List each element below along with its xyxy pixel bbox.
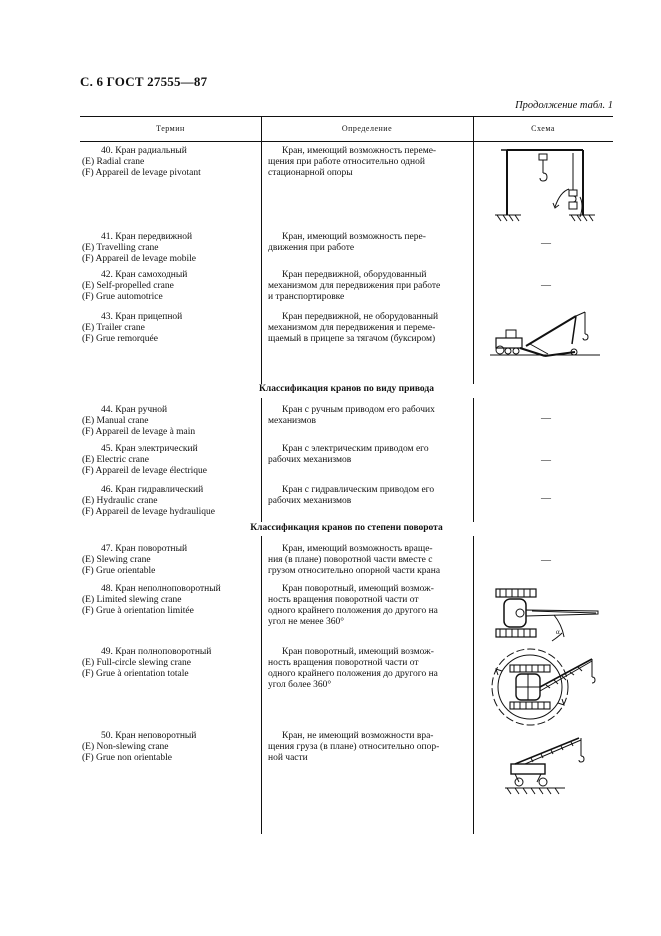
- definition: [268, 647, 468, 691]
- definition-line: механизмов: [268, 416, 316, 426]
- schema-dash: —: [541, 238, 551, 249]
- definition-line: щаемый в прицепе за тягачом (буксиром): [268, 334, 436, 344]
- definition-line: и транспортировке: [268, 292, 345, 302]
- column-divider-1b: [261, 398, 262, 522]
- definition-line: Кран, имеющий возможность пере-: [282, 232, 426, 242]
- schema-dash: —: [541, 493, 551, 504]
- table-row: [82, 312, 182, 345]
- term-ru: 41. Кран передвижной: [101, 232, 193, 242]
- definition-line: одного крайнего положения до другого на: [268, 669, 438, 679]
- term-fr: (F) Grue automotrice: [82, 292, 163, 302]
- table-row: [82, 270, 187, 303]
- svg-text:α: α: [556, 628, 560, 636]
- section-heading-drive: Классификация кранов по виду привода: [259, 384, 434, 394]
- table-row: [82, 232, 196, 265]
- definition: [268, 485, 468, 507]
- term-en: (E) Manual crane: [82, 416, 149, 426]
- definition-line: угол более 360°: [268, 680, 332, 690]
- table-header-rule: [80, 141, 613, 142]
- term-en: (E) Travelling crane: [82, 243, 159, 253]
- definition-line: механизмом для передвижения и переме-: [268, 323, 436, 333]
- term-fr: (F) Appareil de levage à main: [82, 427, 196, 437]
- definition-line: Кран с электрическим приводом его: [282, 444, 429, 454]
- definition-line: Кран, не имеющий возможности вра-: [282, 731, 434, 741]
- definition: [268, 405, 468, 427]
- definition-line: щения при работе относительно одной: [268, 157, 425, 167]
- term-fr: (F) Appareil de levage pivotant: [82, 168, 201, 178]
- definition-line: ния (в плане) поворотной части вместе с: [268, 555, 433, 565]
- column-header-schema: Схема: [531, 124, 555, 133]
- term-fr: (F) Appareil de levage électrique: [82, 466, 208, 476]
- non-slewing-drawing: [505, 734, 605, 800]
- term-en: (E) Slewing crane: [82, 555, 151, 565]
- term-fr: (F) Grue à orientation totale: [82, 669, 189, 679]
- term-fr: (F) Grue remorquée: [82, 334, 158, 344]
- term-en: (E) Hydraulic crane: [82, 496, 158, 506]
- table-row: [82, 405, 195, 438]
- term-ru: 48. Кран неполноповоротный: [101, 584, 221, 594]
- definition-line: угол не менее 360°: [268, 617, 344, 627]
- term-ru: 49. Кран полноповоротный: [101, 647, 212, 657]
- table-continuation-label: Продолжение табл. 1: [515, 100, 613, 111]
- definition-line: Кран с ручным приводом его рабочих: [282, 405, 435, 415]
- term-en: (E) Trailer crane: [82, 323, 145, 333]
- term-en: (E) Non-slewing crane: [82, 742, 169, 752]
- term-ru: 45. Кран электрический: [101, 444, 198, 454]
- table-row: [82, 485, 215, 518]
- definition: [268, 731, 468, 764]
- definition-line: Кран поворотный, имеющий возмож-: [282, 584, 434, 594]
- definition: [268, 146, 468, 179]
- definition-line: Кран с гидравлическим приводом его: [282, 485, 435, 495]
- schema-dash: —: [541, 280, 551, 291]
- term-fr: (F) Grue non orientable: [82, 753, 172, 763]
- definition-line: Кран, имеющий возможность переме-: [282, 146, 437, 156]
- table-row: [82, 647, 211, 680]
- term-en: (E) Radial crane: [82, 157, 145, 167]
- term-en: (E) Full-circle slewing crane: [82, 658, 191, 668]
- term-ru: 47. Кран поворотный: [101, 544, 188, 554]
- term-en: (E) Limited slewing crane: [82, 595, 182, 605]
- table-row: [82, 146, 201, 179]
- section-heading-slewing: Классификация кранов по степени поворота: [250, 523, 443, 533]
- column-divider-2c: [473, 536, 474, 834]
- full-circle-drawing: [488, 645, 604, 729]
- definition: [268, 444, 468, 466]
- table-row: [82, 444, 207, 477]
- term-fr: (F) Appareil de levage hydraulique: [82, 507, 215, 517]
- definition-line: движения при работе: [268, 243, 355, 253]
- definition: [268, 232, 468, 254]
- column-divider-2: [473, 116, 474, 384]
- definition-line: одного крайнего положения до другого на: [268, 606, 438, 616]
- definition-line: ность вращения поворотной части от: [268, 595, 419, 605]
- column-header-term: Термин: [156, 124, 185, 133]
- definition-line: Кран поворотный, имеющий возмож-: [282, 647, 434, 657]
- term-fr: (F) Appareil de levage mobile: [82, 254, 196, 264]
- table-row: [82, 584, 221, 617]
- term-ru: 40. Кран радиальный: [101, 146, 187, 156]
- column-divider-2b: [473, 398, 474, 522]
- definition-line: щения груза (в плане) относительно опор-: [268, 742, 440, 752]
- column-header-definition: Определение: [341, 124, 393, 133]
- table-row: [82, 544, 187, 577]
- table-top-rule: [80, 116, 613, 117]
- schema-dash: —: [541, 455, 551, 466]
- definition-line: Кран передвижной, оборудованный: [282, 270, 427, 280]
- trailer-crane-drawing: [490, 308, 600, 368]
- term-fr: (F) Grue orientable: [82, 566, 156, 576]
- definition-line: рабочих механизмов: [268, 455, 352, 465]
- definition: [268, 270, 468, 303]
- schema-dash: —: [541, 555, 551, 566]
- limited-slewing-drawing: [492, 585, 602, 645]
- definition: [268, 584, 468, 628]
- definition-line: рабочих механизмов: [268, 496, 352, 506]
- definition-line: ность вращения поворотной части от: [268, 658, 419, 668]
- column-divider-1: [261, 116, 262, 384]
- column-divider-1c: [261, 536, 262, 834]
- definition-line: Кран, имеющий возможность враще-: [282, 544, 433, 554]
- term-fr: (F) Grue à orientation limitée: [82, 606, 194, 616]
- definition-line: ной части: [268, 753, 308, 763]
- definition: [268, 312, 468, 345]
- term-ru: 50. Кран неповоротный: [101, 731, 197, 741]
- term-ru: 42. Кран самоходный: [101, 270, 188, 280]
- table-row: [82, 731, 196, 764]
- page-title: С. 6 ГОСТ 27555—87: [80, 74, 208, 89]
- term-ru: 44. Кран ручной: [101, 405, 168, 415]
- definition-line: механизмом для передвижения при работе: [268, 281, 441, 291]
- radial-crane-drawing: [495, 145, 595, 225]
- definition: [268, 544, 468, 577]
- term-en: (E) Electric crane: [82, 455, 149, 465]
- term-ru: 46. Кран гидравлический: [101, 485, 204, 495]
- definition-line: Кран передвижной, не оборудованный: [282, 312, 439, 322]
- term-en: (E) Self-propelled crane: [82, 281, 174, 291]
- definition-line: грузом относительно опорной части крана: [268, 566, 441, 576]
- schema-dash: —: [541, 413, 551, 424]
- definition-line: стационарной опоры: [268, 168, 353, 178]
- term-ru: 43. Кран прицепной: [101, 312, 183, 322]
